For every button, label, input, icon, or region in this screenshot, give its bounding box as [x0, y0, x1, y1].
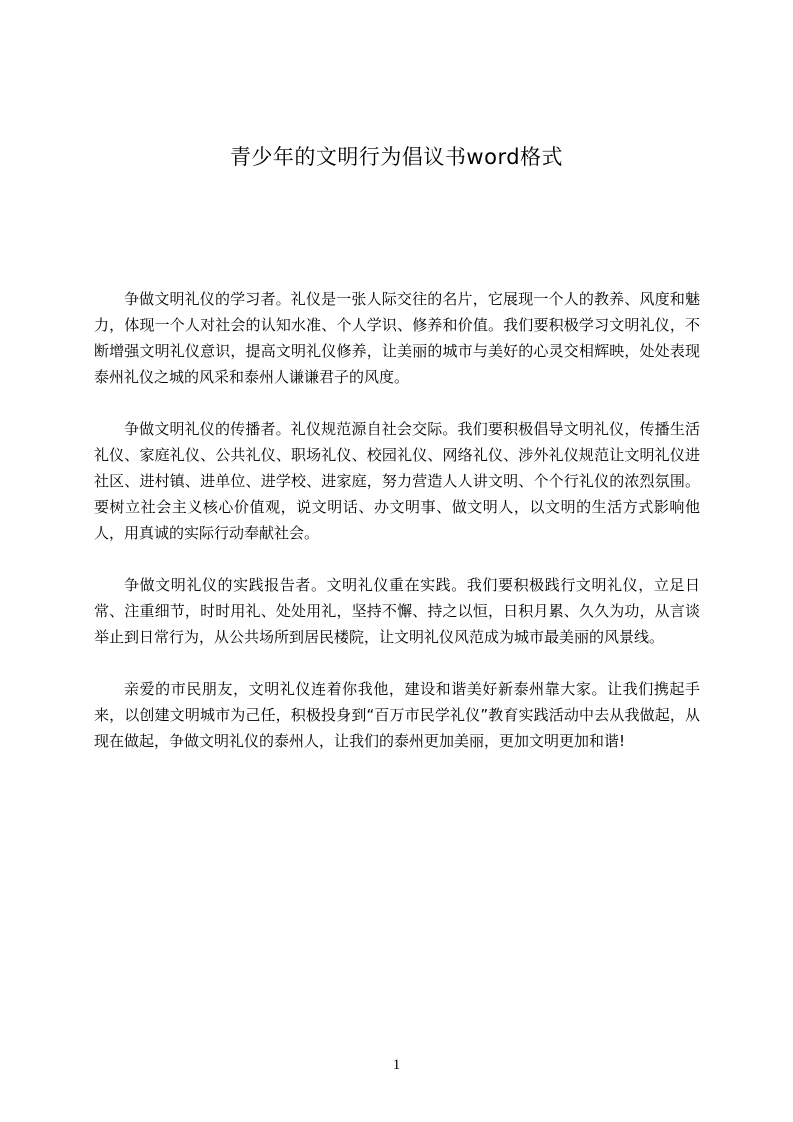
document-body — [94, 286, 700, 780]
document-title: 青少年的文明行为倡议书word格式 — [229, 145, 564, 169]
paragraph-practitioner: 争做文明礼仪的实践报告者。文明礼仪重在实践。我们要积极践行文明礼仪，立足日常、注重细节，时时用礼、处处用礼，坚持不懈、持之以恒，日积月累、久久为功，从言谈举止到日常行为，从公共场所到居民楼院，让文明礼仪风范成为城市最美丽的风景线。 — [94, 576, 700, 646]
paragraph-learner: 争做文明礼仪的学习者。礼仪是一张人际交往的名片，它展现一个人的教养、风度和魅力，体现一个人对社会的认知水准、个人学识、修养和价值。我们要积极学习文明礼仪，不断增强文明礼仪意识，提高文明礼仪修养，让美丽的城市与美好的心灵交相辉映，处处表现泰州礼仪之城的风采和泰州人谦谦君子的风度。 — [94, 290, 700, 386]
paragraph-spreader: 争做文明礼仪的传播者。礼仪规范源自社会交际。我们要积极倡导文明礼仪，传播生活礼仪、家庭礼仪、公共礼仪、职场礼仪、校园礼仪、网络礼仪、涉外礼仪规范让文明礼仪进社区、进村镇、进单位、进学校、进家庭，努力营造人人讲文明、个个行礼仪的浓烈氛围。要树立社会主义核心价值观，说文明话、办文明事、做文明人，以文明的生活方式影响他人，用真诚的实际行动奉献社会。 — [94, 420, 700, 542]
paragraph-appeal: 亲爱的市民朋友，文明礼仪连着你我他，建设和谐美好新泰州靠大家。让我们携起手来，以创建文明城市为己任，积极投身到“百万市民学礼仪”教育实践活动中去从我做起，从现在做起，争做文明礼仪的泰州人，让我们的泰州更加美丽，更加文明更加和谐! — [94, 680, 700, 750]
page-number: 1 — [392, 1057, 401, 1073]
